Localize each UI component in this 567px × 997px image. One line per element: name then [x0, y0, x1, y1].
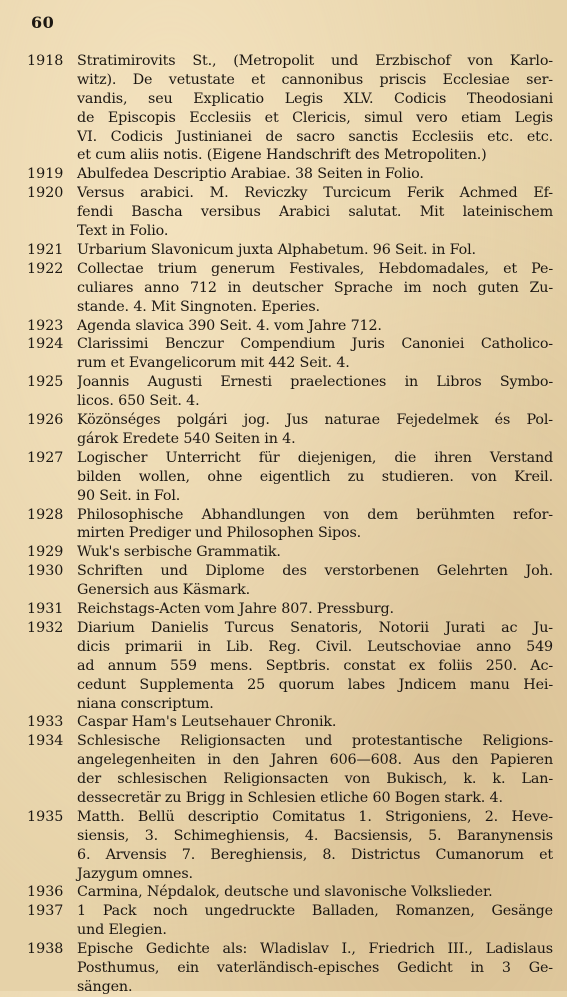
entry-text-line: dessecretär zu Brigg in Schlesien etliche 60 Bogen stark. 4. — [77, 789, 503, 806]
entry-number: 1923 — [27, 317, 64, 334]
entry-text-line: vandis, seu Explicatio Legis XLV. Codicis Theodosiani — [77, 90, 553, 107]
entry-text-line: Collectae trium generum Festivales, Hebdomadales, et Pe- — [77, 260, 553, 277]
entry-number: 1925 — [27, 374, 64, 391]
entry-text-line: de Episcopis Ecclesiis et Clericis, simul vero etiam Legis — [77, 109, 553, 126]
entry-text-line: und Elegien. — [77, 922, 167, 939]
entry-text-line: cedunt Supplementa 25 quorum labes Jndicem manu Hei- — [77, 676, 553, 693]
catalog-entry — [27, 52, 553, 165]
entry-text-line: Stratimirovits St., (Metropolit und Erzbischof von Karlo- — [77, 53, 553, 69]
entry-text-line: Schriften und Diplome des verstorbenen Gelehrten Joh. — [77, 563, 553, 580]
entry-text-line: dicis primarii in Lib. Reg. Civil. Leutschoviae anno 549 — [77, 638, 553, 655]
entry-text — [77, 165, 553, 184]
catalog-entry — [27, 732, 553, 808]
entry-text-line: angelegenheiten in den Jahren 606—608. Aus den Papieren — [77, 752, 553, 769]
entry-text-line: Matth. Bellü descriptio Comitatus 1. Strigoniens, 2. Heve- — [77, 808, 553, 825]
entry-number: 1927 — [27, 449, 64, 466]
entry-number: 1935 — [27, 808, 64, 825]
entry-text — [77, 411, 553, 449]
entry-text-line: Carmina, Népdalok, deutsche und slavonische Volkslieder. — [77, 884, 493, 901]
entry-text-line: VI. Codicis Justinianei de sacro sanctis Ecclesiis etc. etc. — [77, 128, 553, 145]
catalog-entry — [27, 411, 553, 449]
entry-text-line: Közönséges polgári jog. Jus naturae Fejedelmek és Pol- — [77, 412, 553, 429]
entry-number: 1918 — [27, 53, 64, 69]
entry-text-line: Agenda slavica 390 Seit. 4. vom Jahre 712. — [77, 317, 382, 334]
entry-text-line: Genersich aus Käsmark. — [77, 582, 251, 599]
entry-text — [77, 317, 553, 336]
entry-text-line: Philosophische Abhandlungen von dem berühmten refor- — [77, 506, 553, 523]
entry-text — [77, 260, 553, 317]
entry-text-line: Abulfedea Descriptio Arabiae. 38 Seiten in Folio. — [77, 166, 424, 183]
catalog-entry — [27, 373, 553, 411]
entry-text-line: 90 Seit. in Fol. — [77, 487, 181, 504]
entry-number: 1931 — [27, 601, 64, 618]
entry-number: 1921 — [27, 241, 64, 258]
entry-text — [77, 732, 553, 808]
entry-text-line: ad annum 559 mens. Septbris. constat ex foliis 250. Ac- — [77, 657, 553, 674]
entry-text-line: Wuk's serbische Grammatik. — [77, 544, 281, 561]
entry-text-line: Diarium Danielis Turcus Senatoris, Notorii Jurati ac Ju- — [77, 619, 553, 636]
entry-text — [77, 506, 553, 544]
entry-text-line: Clarissimi Benczur Compendium Juris Canoniei Catholico- — [77, 336, 553, 353]
entry-number: 1933 — [27, 714, 64, 731]
entry-text — [77, 808, 553, 884]
entry-text-line: Urbarium Slavonicum juxta Alphabetum. 96 Seit. in Fol. — [77, 241, 476, 258]
entry-number: 1932 — [27, 619, 64, 636]
entry-text-line: Epische Gedichte als: Wladislav I., Friedrich III., Ladislaus — [77, 941, 553, 958]
entry-text — [77, 883, 553, 902]
page-number: 60 — [31, 13, 55, 32]
entry-text-line: rum et Evangelicorum mit 442 Seit. 4. — [77, 355, 350, 372]
entry-text-line: culiares anno 712 in deutscher Sprache im noch guten Zu- — [77, 279, 553, 296]
catalog-entry — [27, 184, 553, 241]
catalog-entry — [27, 260, 553, 317]
entry-text-line: Caspar Ham's Leutsehauer Chronik. — [77, 714, 337, 731]
catalog-entry — [27, 600, 553, 619]
entry-text-line: Joannis Augusti Ernesti praelectiones in Libros Symbo- — [77, 374, 553, 391]
entry-number: 1928 — [27, 506, 64, 523]
catalog-entry — [27, 902, 553, 940]
entry-text-line: niana conscriptum. — [77, 695, 214, 712]
entry-text — [77, 543, 553, 562]
catalog-entry — [27, 335, 553, 373]
entry-text — [77, 562, 553, 600]
entry-text-line: stande. 4. Mit Singnoten. Eperies. — [77, 298, 320, 315]
entry-number: 1929 — [27, 544, 64, 561]
entry-text — [77, 713, 553, 732]
entry-text — [77, 940, 553, 997]
entry-text — [77, 241, 553, 260]
entry-text-line: Logischer Unterricht für diejenigen, die ihren Verstand — [77, 449, 553, 466]
entry-text-line: 6. Arvensis 7. Bereghiensis, 8. Districtus Cumanorum et — [77, 846, 553, 863]
catalog-entry — [27, 562, 553, 600]
entry-number: 1938 — [27, 941, 64, 958]
entry-text — [77, 902, 553, 940]
entry-text-line: Schlesische Religionsacten und protestantische Religions- — [77, 733, 553, 750]
catalog-entry — [27, 317, 553, 336]
entry-text-line: witz). De vetustate et cannonibus priscis Ecclesiae ser- — [77, 71, 553, 88]
catalog-entry — [27, 619, 553, 713]
catalog-entry — [27, 449, 553, 506]
entry-text — [77, 52, 553, 165]
entry-number: 1926 — [27, 412, 64, 429]
catalog-entry — [27, 506, 553, 544]
catalog-entry — [27, 808, 553, 884]
catalog-entry — [27, 713, 553, 732]
entry-number: 1934 — [27, 733, 64, 750]
entry-number: 1930 — [27, 563, 64, 580]
entry-text-line: Versus arabici. M. Reviczky Turcicum Ferik Achmed Ef- — [77, 185, 553, 202]
entry-number: 1936 — [27, 884, 64, 901]
entry-text-line: mirten Prediger und Philosophen Sipos. — [77, 525, 362, 542]
catalog-entry — [27, 883, 553, 902]
entry-text-line: et cum aliis notis. (Eigene Handschrift des Metropoliten.) — [77, 147, 487, 164]
entry-text-line: fendi Bascha versibus Arabici salutat. Mit lateinischem — [77, 204, 553, 221]
entry-text — [77, 449, 553, 506]
entry-text-line: gárok Eredete 540 Seiten in 4. — [77, 430, 296, 447]
entry-text-line: der schlesischen Religionsacten von Bukisch, k. k. Lan- — [77, 771, 553, 788]
entry-text — [77, 335, 553, 373]
entry-text-line: bilden wollen, ohne eigentlich zu studieren. von Kreil. — [77, 468, 553, 485]
entry-number: 1919 — [27, 166, 64, 183]
entry-number: 1924 — [27, 336, 64, 353]
entry-text-line: Posthumus, ein vaterländisch-episches Gedicht in 3 Ge- — [77, 960, 553, 977]
entry-number: 1920 — [27, 185, 64, 202]
entry-text — [77, 184, 553, 241]
catalog-entry — [27, 543, 553, 562]
entry-number: 1937 — [27, 903, 64, 920]
catalog-entry-list — [27, 52, 553, 997]
catalog-entry — [27, 940, 553, 997]
entry-text — [77, 619, 553, 713]
entry-text-line: sängen. — [77, 978, 133, 995]
entry-text-line: licos. 650 Seit. 4. — [77, 393, 200, 410]
catalog-entry — [27, 241, 553, 260]
entry-text-line: 1 Pack noch ungedruckte Balladen, Romanzen, Gesänge — [77, 903, 553, 920]
entry-text-line: siensis, 3. Schimeghiensis, 4. Bacsiensis, 5. Baranynensis — [77, 827, 553, 844]
entry-text — [77, 373, 553, 411]
entry-text-line: Text in Folio. — [77, 223, 169, 240]
entry-text-line: Jazygum omnes. — [77, 865, 193, 882]
entry-text — [77, 600, 553, 619]
catalog-entry — [27, 165, 553, 184]
entry-text-line: Reichstags-Acten vom Jahre 807. Pressburg. — [77, 601, 394, 618]
entry-number: 1922 — [27, 260, 64, 277]
